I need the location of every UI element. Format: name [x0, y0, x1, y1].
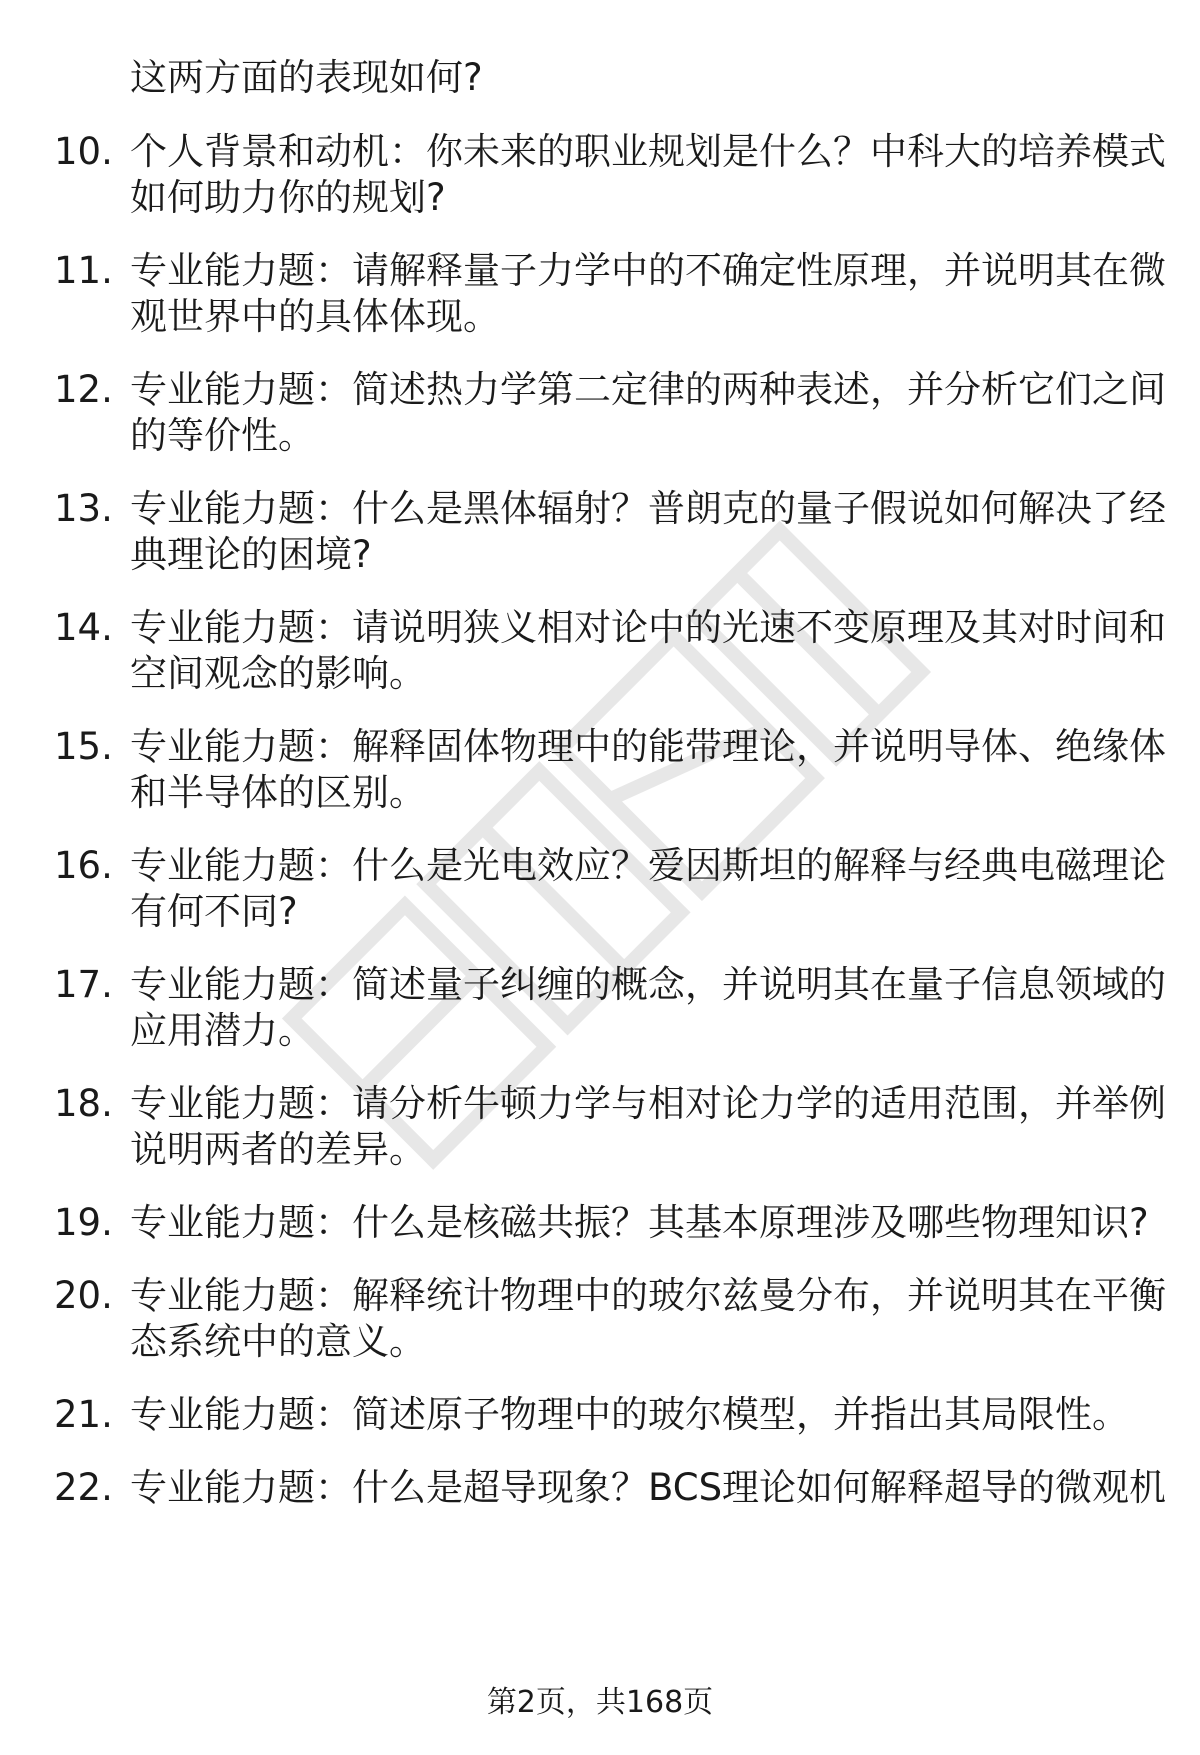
- item-number: 18.: [54, 1082, 113, 1125]
- item-line: 专业能力题：什么是核磁共振？其基本原理涉及哪些物理知识?: [130, 1201, 1149, 1244]
- item-number: 13.: [54, 487, 113, 530]
- item-line: 应用潜力。: [130, 1009, 315, 1052]
- continuation-text: 这两方面的表现如何?: [130, 56, 483, 99]
- item-number: 15.: [54, 725, 113, 768]
- item-number: 19.: [54, 1201, 113, 1244]
- item-line: 典理论的困境?: [130, 533, 372, 576]
- item-line: 如何助力你的规划?: [130, 176, 446, 219]
- item-line: 有何不同?: [130, 890, 298, 933]
- item-line: 空间观念的影响。: [130, 652, 426, 695]
- item-number: 22.: [54, 1466, 113, 1509]
- item-line: 专业能力题：请说明狭义相对论中的光速不变原理及其对时间和: [130, 606, 1166, 649]
- item-number: 20.: [54, 1274, 113, 1317]
- item-line: 专业能力题：简述原子物理中的玻尔模型，并指出其局限性。: [130, 1393, 1129, 1436]
- item-line: 专业能力题：什么是超导现象？BCS理论如何解释超导的微观机: [130, 1466, 1167, 1509]
- item-line: 专业能力题：请分析牛顿力学与相对论力学的适用范围，并举例: [130, 1082, 1166, 1125]
- item-number: 21.: [54, 1393, 113, 1436]
- item-number: 14.: [54, 606, 113, 649]
- item-line: 个人背景和动机：你未来的职业规划是什么？中科大的培养模式: [130, 130, 1166, 173]
- item-number: 12.: [54, 368, 113, 411]
- item-line: 的等价性。: [130, 414, 315, 457]
- item-line: 专业能力题：解释统计物理中的玻尔兹曼分布，并说明其在平衡: [130, 1274, 1166, 1317]
- item-line: 专业能力题：简述热力学第二定律的两种表述，并分析它们之间: [130, 368, 1166, 411]
- item-line: 专业能力题：请解释量子力学中的不确定性原理，并说明其在微: [130, 249, 1166, 292]
- item-number: 16.: [54, 844, 113, 887]
- item-line: 观世界中的具体体现。: [130, 295, 500, 338]
- page-footer: 第2页，共168页: [486, 1685, 714, 1720]
- item-number: 17.: [54, 963, 113, 1006]
- item-line: 专业能力题：简述量子纠缠的概念，并说明其在量子信息领域的: [130, 963, 1166, 1006]
- item-line: 专业能力题：解释固体物理中的能带理论，并说明导体、绝缘体: [130, 725, 1166, 768]
- item-number: 10.: [54, 130, 113, 173]
- item-line: 专业能力题：什么是光电效应？爱因斯坦的解释与经典电磁理论: [130, 844, 1166, 887]
- item-line: 态系统中的意义。: [130, 1320, 426, 1363]
- item-line: 说明两者的差异。: [130, 1128, 426, 1171]
- item-line: 和半导体的区别。: [130, 771, 426, 814]
- item-number: 11.: [54, 249, 113, 292]
- item-line: 专业能力题：什么是黑体辐射？普朗克的量子假说如何解决了经: [130, 487, 1166, 530]
